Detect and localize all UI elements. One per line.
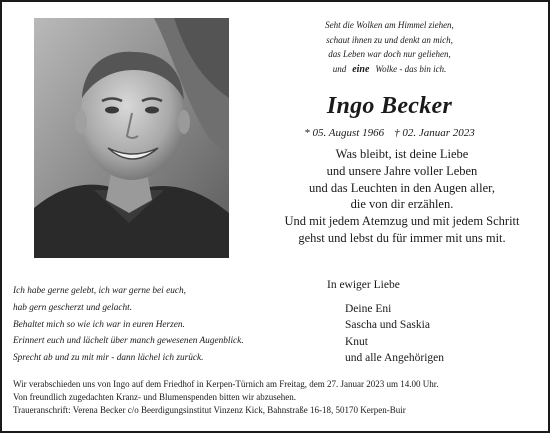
poem-line: hab gern gescherzt und gelacht.	[13, 302, 133, 313]
funeral-info	[13, 378, 543, 417]
life-dates	[257, 126, 522, 140]
poem-word: Wolke - das bin ich.	[375, 63, 447, 74]
birth-date: * 05. August 1966	[304, 127, 385, 139]
poem-line: Erinnert euch und lächelt über manch gewesenen Augenblick.	[13, 336, 244, 347]
death-date: † 02. Januar 2023	[394, 127, 475, 139]
poem-line: Seht die Wolken am Himmel ziehen,	[325, 20, 454, 30]
poem-line	[257, 62, 522, 78]
mourner: Sascha und Saskia	[345, 319, 430, 332]
mourner: Knut	[345, 335, 368, 348]
mourning-address: Traueranschrift: Verena Becker c/o Beerdigungsinstitut Vinzenz Kick, Bahnstraße 16-18, 50170 Kerpen-Buir	[13, 405, 406, 415]
verse-line: und unsere Jahre voller Leben	[326, 163, 478, 178]
poem-line: Ich habe gerne gelebt, ich war gerne bei euch,	[13, 286, 186, 296]
verse-line: Was bleibt, ist deine Liebe	[335, 147, 469, 161]
verse-line: gehst und lebst du für immer mit uns mit.	[298, 230, 506, 245]
poem-line: das Leben war doch nur geliehen,	[328, 49, 451, 59]
poem-emphasis: eine	[352, 63, 370, 75]
verse-line: Und mit jedem Atemzug und mit jedem Schritt	[284, 214, 520, 229]
mourners-list	[345, 301, 444, 366]
bottom-poem	[13, 283, 318, 367]
funeral-details: Wir verabschieden uns von Ingo auf dem Friedhof in Kerpen-Türnich am Freitag, dem 27. Januar 2023 um 14.00 Uhr.	[13, 379, 439, 389]
love-line: In ewiger Liebe	[327, 279, 400, 291]
verse-line: die von dir erzählen.	[350, 197, 454, 212]
poem-word: und	[332, 63, 347, 74]
flower-request: Von freundlich zugedachten Kranz- und Blumenspenden bitten wir abzusehen.	[13, 392, 296, 402]
deceased-name: Ingo Becker	[326, 93, 453, 119]
memorial-verse	[257, 146, 547, 247]
verse-line: und das Leuchten in den Augen aller,	[309, 180, 495, 195]
portrait-photo	[34, 18, 229, 258]
top-poem	[257, 18, 522, 77]
mourner: und alle Angehörigen	[345, 351, 445, 364]
poem-line: Sprecht ab und zu mit mir - dann lächel ich zurück.	[13, 353, 204, 364]
poem-line: Behaltet mich so wie ich war in euren Herzen.	[13, 319, 185, 330]
poem-line: schaut ihnen zu und denkt an mich,	[326, 34, 453, 45]
mourner: Deine Eni	[345, 303, 392, 315]
